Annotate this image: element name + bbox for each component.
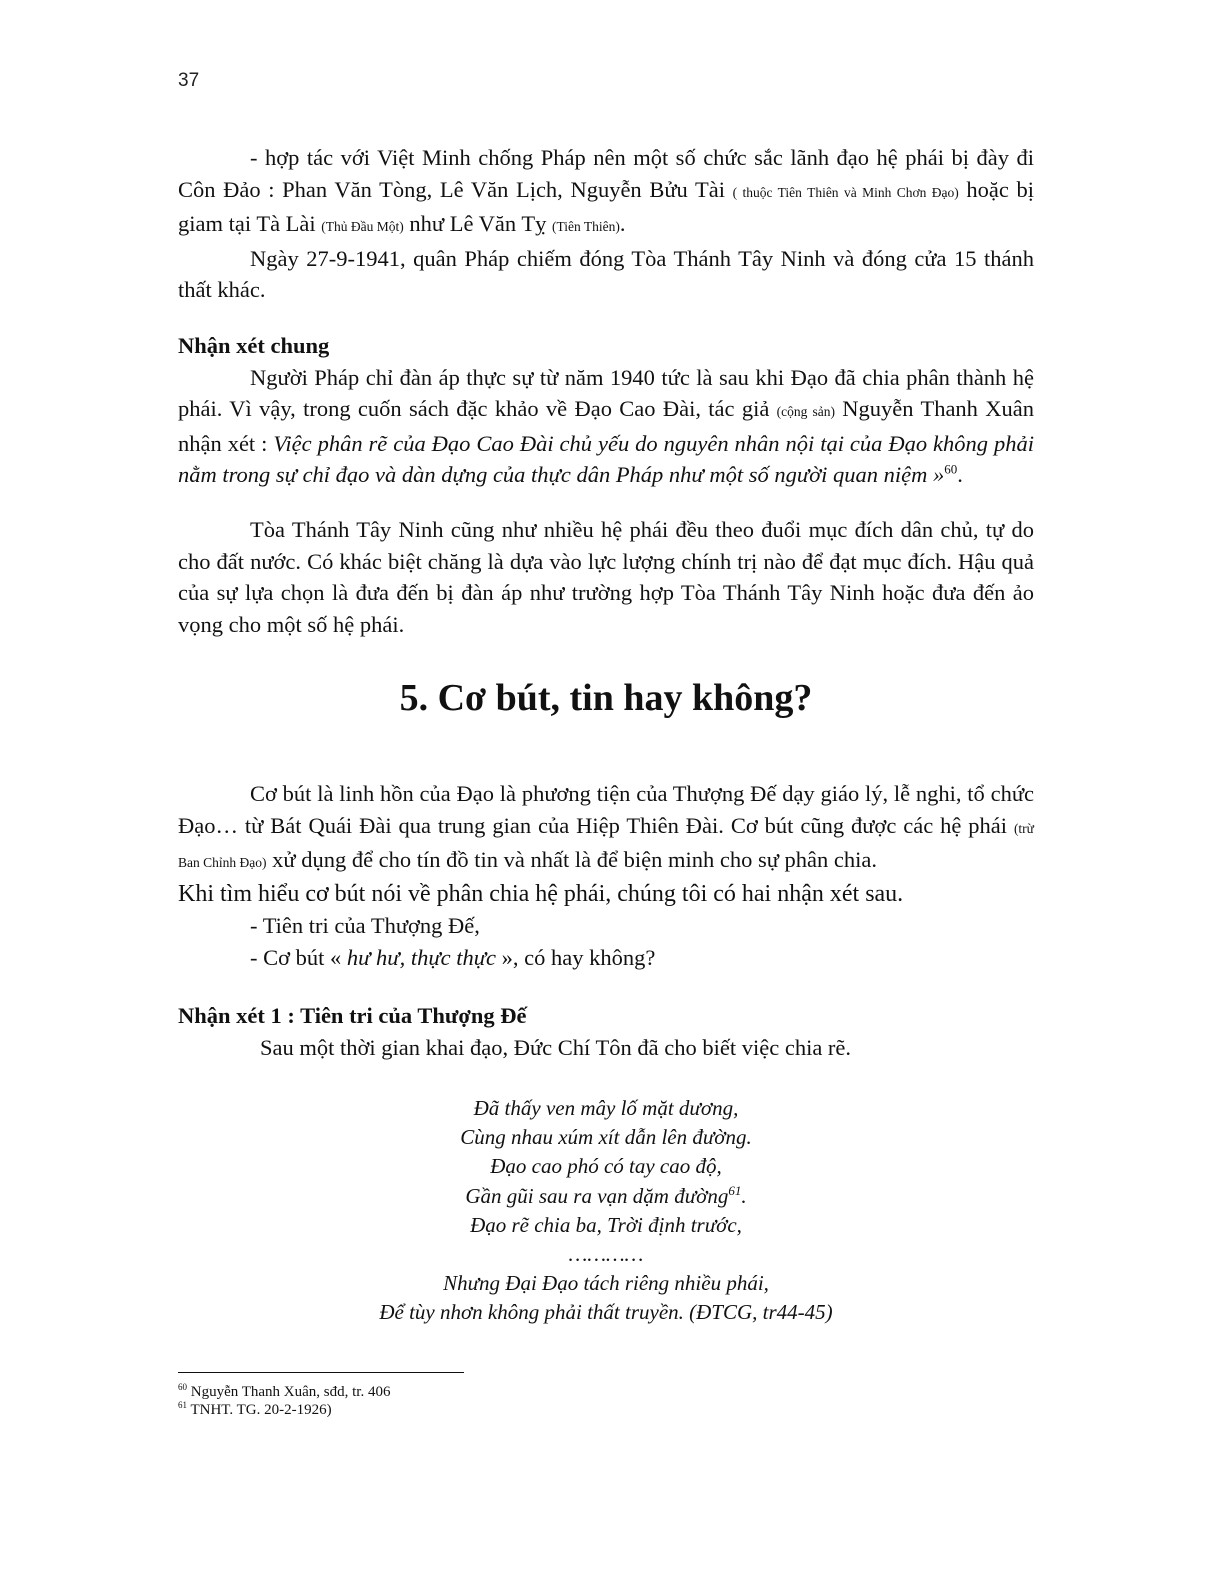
poem <box>178 1094 1034 1328</box>
small-note: (cộng sản) <box>776 404 835 419</box>
text: Cơ bút là linh hồn của Đạo là phương tiện của Thượng Đế dạy giáo lý, lễ nghi, tổ chức Đạo… từ Bát Quái Đài qua trung gian của Hiệp Thiên Đài. Cơ bút cũng được các hệ phái <box>178 781 1034 838</box>
subheading-general-remark: Nhận xét chung <box>178 333 330 358</box>
text: như Lê Văn Tỵ <box>409 211 547 236</box>
spirit-writing-block <box>178 778 1034 973</box>
footnote-ref: 60 <box>944 461 958 477</box>
list-item <box>178 942 1034 974</box>
small-note: ( thuộc Tiên Thiên và Minh Chơn Đạo) <box>732 184 959 200</box>
footnote-text: TNHT. TG. 20-2-1926) <box>190 1402 332 1418</box>
text: hoặc bị giam tại Tà Lài <box>178 176 1035 236</box>
text: Gần gũi sau ra vạn dặm đường <box>465 1183 729 1208</box>
conclusion-block <box>178 514 1034 640</box>
poem-line: Để tùy nhơn không phải thất truyền. (ĐTCG, tr44-45) <box>379 1300 833 1325</box>
footnote-text: Nguyễn Thanh Xuân, sđd, tr. 406 <box>190 1384 391 1400</box>
quote: hư hư, thực thực <box>346 944 496 970</box>
poem-line: Cùng nhau xúm xít dẫn lên đường. <box>460 1125 752 1150</box>
footnote-divider <box>178 1372 464 1373</box>
paragraph-conclusion: Tòa Thánh Tây Ninh cũng như nhiều hệ phái đều theo đuổi mục đích dân chủ, tự do cho đất nước. Có khác biệt chăng là dựa vào lực lượng chính trị nào để đạt mục đích. Hậu quả của sự lựa chọn là đưa đến bị đàn áp như trường hợp Tòa Thánh Tây Ninh hoặc đưa đến ảo vọng cho một số hệ phái. <box>178 517 1034 637</box>
paragraph-two-remarks: Khi tìm hiểu cơ bút nói về phân chia hệ phái, chúng tôi có hai nhận xét sau. <box>178 880 904 907</box>
text: Nguyễn Thanh Xuân nhận xét : <box>178 396 1034 456</box>
intro-block <box>178 142 1034 306</box>
small-note: (Thủ Đầu Một) <box>321 219 404 234</box>
poem-line: Đạo cao phó có tay cao độ, <box>490 1154 722 1179</box>
page-number: 37 <box>178 70 200 91</box>
footnotes <box>178 1383 1034 1419</box>
text: . <box>619 211 626 236</box>
text: - Cơ bút « <box>250 944 342 970</box>
text: xử dụng để cho tín đồ tin và nhất là để biện minh cho sự phân chia. <box>272 847 878 872</box>
poem-line: ………… <box>568 1242 644 1267</box>
footnote <box>178 1383 1034 1401</box>
remark-one-block <box>178 1000 1034 1063</box>
subheading-remark-one: Nhận xét 1 : Tiên tri của Thượng Đế <box>178 1003 527 1028</box>
poem-line: Nhưng Đại Đạo tách riêng nhiều phái, <box>443 1271 769 1296</box>
quote: Việc phân rẽ của Đạo Cao Đài chủ yếu do nguyên nhân nội tại của Đạo không phải nằm trong sự chỉ đạo và dàn dựng của thực dân Pháp như một số người quan niệm » <box>178 430 1034 487</box>
small-note: (trừ Ban Chỉnh Đạo) <box>178 820 1034 870</box>
paragraph-exile <box>178 142 1034 243</box>
text: . <box>957 462 963 487</box>
footnote-ref: 61 <box>728 1182 742 1198</box>
poem-line <box>178 1182 1034 1211</box>
text: . <box>741 1183 747 1208</box>
footnote-number: 61 <box>178 1400 187 1410</box>
poem-line: Đạo rẽ chia ba, Trời định trước, <box>470 1212 742 1237</box>
paragraph-occupation: Ngày 27-9-1941, quân Pháp chiếm đóng Tòa Thánh Tây Ninh và đóng cửa 15 thánh thất khác. <box>178 245 1034 302</box>
small-note: (Tiên Thiên) <box>552 219 620 234</box>
text: - hợp tác với Việt Minh chống Pháp nên một số chức sắc lãnh đạo hệ phái bị đày đi Côn Đảo : Phan Văn Tòng, Lê Văn Lịch, Nguyễn Bửu Tài <box>178 145 1034 202</box>
poem-line: Đã thấy ven mây lố mặt dương, <box>473 1096 739 1120</box>
general-remark-block <box>178 330 1034 491</box>
footnote <box>178 1401 1034 1419</box>
section-title: 5. Cơ bút, tin hay không? <box>399 677 813 719</box>
paragraph-remark-one: Sau một thời gian khai đạo, Đức Chí Tôn đã cho biết việc chia rẽ. <box>260 1034 852 1060</box>
text: Người Pháp chỉ đàn áp thực sự từ năm 1940 tức là sau khi Đạo đã chia phân thành hệ phái. Vì vậy, trong cuốn sách đặc khảo về Đạo Cao Đài, tác giả <box>178 364 1034 421</box>
list-item: - Tiên tri của Thượng Đế, <box>250 913 480 938</box>
paragraph-spirit-writing <box>178 778 1034 879</box>
footnote-number: 60 <box>178 1382 187 1392</box>
paragraph-general-remark <box>178 362 1034 491</box>
text: », có hay không? <box>501 944 656 970</box>
